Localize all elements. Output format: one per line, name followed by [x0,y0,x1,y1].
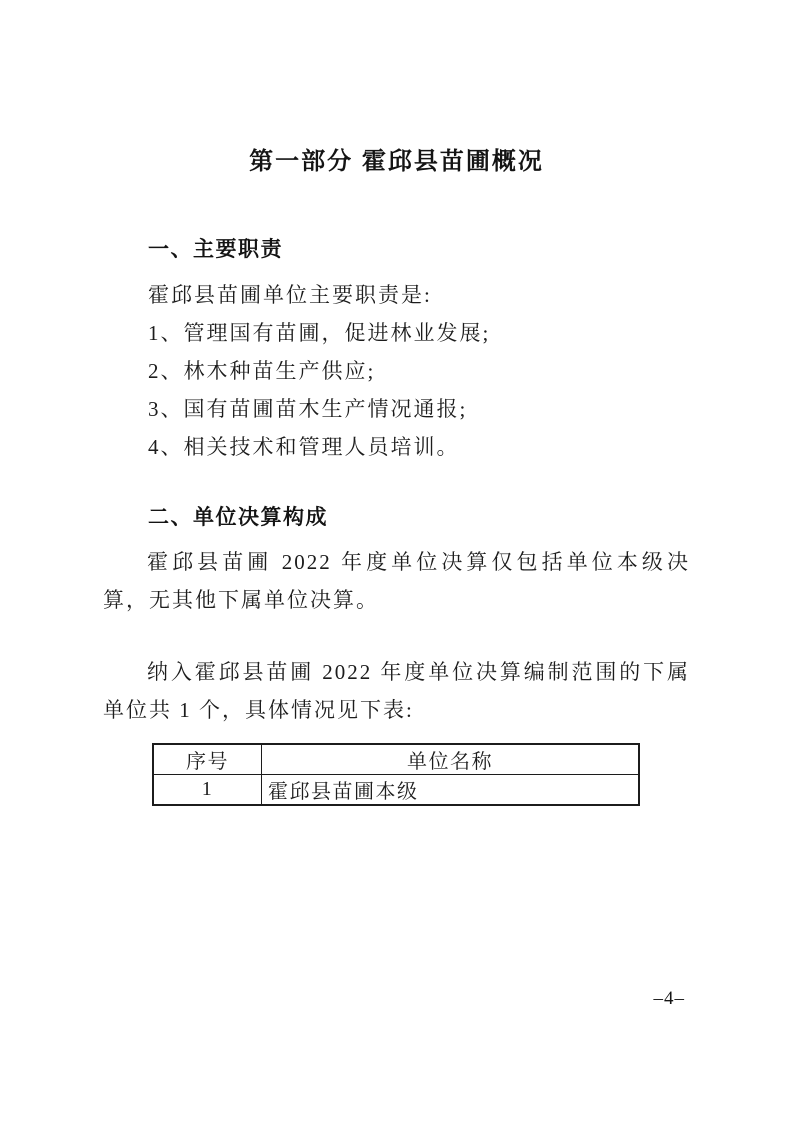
composition-heading: 二、单位决算构成 [148,506,328,529]
duty-item-1: 1、管理国有苗圃，促进林业发展; [148,321,491,345]
table-header-seq: 序号 [153,744,262,775]
composition-paragraph: 霍邱县苗圃 2022 年度单位决算仅包括单位本级决算，无其他下属单位决算。 [103,550,690,612]
duty-item-2: 2、林木种苗生产供应; [148,359,376,383]
document-title: 第一部分 霍邱县苗圃概况 [249,148,544,175]
row-unit-name-cell: 霍邱县苗圃本级 [262,775,640,806]
responsibilities-heading: 一、主要职责 [148,238,283,261]
row-seq-cell: 1 [153,775,262,806]
duty-item-4: 4、相关技术和管理人员培训。 [148,435,460,459]
table-header-unit-name: 单位名称 [262,744,640,775]
scope-paragraph: 纳入霍邱县苗圃 2022 年度单位决算编制范围的下属单位共 1 个，具体情况见下表: [103,660,690,722]
duty-item-3: 3、国有苗圃苗木生产情况通报; [148,397,468,421]
section-composition [103,505,690,806]
section-responsibilities [103,237,690,466]
page-number: –4– [653,988,685,1009]
responsibilities-intro: 霍邱县苗圃单位主要职责是: [148,283,432,307]
units-table [152,743,640,806]
table-header-row [153,744,639,775]
table-row [153,775,639,806]
